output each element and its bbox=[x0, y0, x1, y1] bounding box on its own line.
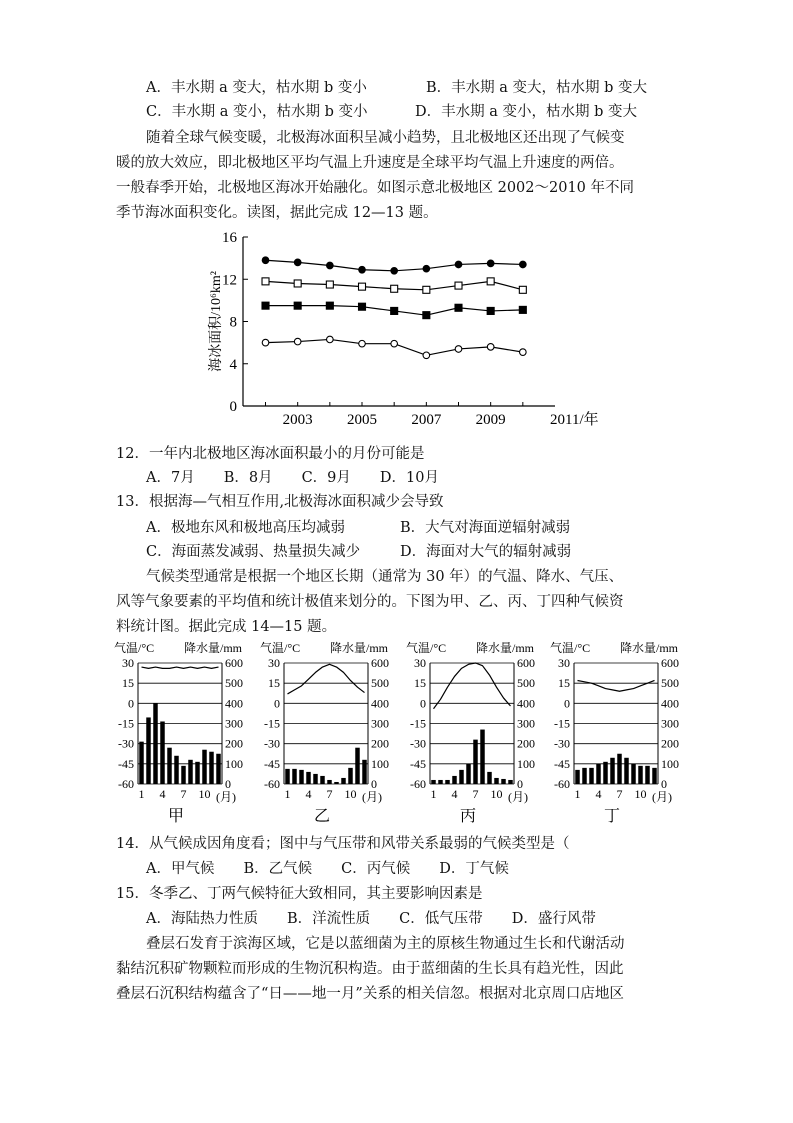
precip-axis-title: 降水量/mm bbox=[184, 641, 243, 655]
temperature-curve bbox=[142, 667, 219, 668]
precip-bar bbox=[334, 782, 338, 784]
series-3-point bbox=[391, 307, 398, 314]
temp-tick-label: 30 bbox=[122, 656, 134, 670]
precip-tick-label: 400 bbox=[517, 696, 535, 711]
temp-tick-label: 0 bbox=[564, 696, 570, 711]
temp-axis-title: 气温/°C bbox=[260, 641, 301, 655]
series-1-point bbox=[359, 266, 366, 273]
precip-bar bbox=[452, 776, 456, 784]
q13-stem: 13．根据海—气相互作用,北极海冰面积减少会导致 bbox=[116, 494, 444, 510]
intro-16-line2: 黏结沉积矿物颗粒而形成的生物沉积构造。由于蓝细菌的生长具有趋光性，因此 bbox=[116, 961, 624, 977]
precip-tick-label: 500 bbox=[661, 676, 679, 691]
q13-option-a: A．极地东风和极地高压均减弱 bbox=[146, 520, 345, 536]
x-tick-label: 2007 bbox=[411, 412, 442, 428]
month-tick-label: 4 bbox=[159, 787, 166, 801]
precip-bar bbox=[473, 740, 477, 784]
month-tick-label: 1 bbox=[430, 787, 437, 801]
precip-tick-label: 100 bbox=[371, 756, 389, 771]
temp-tick-label: 30 bbox=[558, 656, 570, 670]
precip-tick-label: 100 bbox=[517, 756, 535, 771]
precip-bar bbox=[195, 762, 199, 784]
series-3-point bbox=[359, 303, 366, 310]
series-2-point bbox=[262, 278, 269, 285]
month-axis-label: (月) bbox=[216, 790, 236, 804]
temp-tick-label: 0 bbox=[274, 696, 280, 711]
chart-name: 丁 bbox=[603, 808, 621, 825]
month-tick-label: 10 bbox=[198, 787, 211, 801]
series-2-point bbox=[359, 283, 366, 290]
intro-16-line3: 叠层石沉积结构蕴含了“日——地一月”关系的相关信忽。根据对北京周口店地区 bbox=[116, 986, 624, 1002]
precip-bar bbox=[209, 752, 213, 784]
series-4-point bbox=[327, 336, 334, 343]
series-2-point bbox=[294, 280, 301, 287]
precip-bar bbox=[292, 769, 296, 784]
series-4-point bbox=[391, 340, 398, 347]
precip-bar bbox=[160, 721, 164, 784]
precip-bar bbox=[216, 754, 220, 784]
month-tick-label: 10 bbox=[344, 787, 357, 801]
precip-tick-label: 500 bbox=[225, 676, 243, 691]
precip-bar bbox=[174, 756, 178, 784]
series-2-point bbox=[391, 285, 398, 292]
precip-bar bbox=[341, 778, 345, 784]
precip-tick-label: 200 bbox=[371, 736, 389, 751]
precip-bar bbox=[582, 768, 586, 784]
precip-bar bbox=[603, 762, 607, 784]
temp-axis-title: 气温/°C bbox=[406, 641, 447, 655]
temp-tick-label: -45 bbox=[118, 756, 134, 771]
precip-bar bbox=[575, 770, 579, 784]
month-tick-label: 4 bbox=[305, 787, 312, 801]
precip-tick-label: 600 bbox=[517, 656, 535, 670]
temp-tick-label: -60 bbox=[264, 777, 280, 791]
temp-tick-label: -45 bbox=[410, 756, 426, 771]
q15-options: A．海陆热力性质 B．洋流性质 C．低气压带 D．盛行风带 bbox=[146, 911, 596, 927]
precip-tick-label: 600 bbox=[661, 656, 679, 670]
precip-tick-label: 0 bbox=[517, 777, 523, 791]
intro-14-15-line3: 料统计图。据此完成 14—15 题。 bbox=[116, 619, 337, 635]
precip-bar bbox=[320, 776, 324, 784]
month-axis-label: (月) bbox=[508, 790, 528, 804]
q11-option-d: D．丰水期 a 变小，枯水期 b 变大 bbox=[415, 104, 637, 120]
x-tick-label: 2009 bbox=[475, 412, 506, 428]
y-axis-label: 海冰面积/10⁶km² bbox=[209, 271, 224, 372]
precip-bar bbox=[139, 742, 143, 784]
temp-tick-label: -45 bbox=[554, 756, 570, 771]
precip-bar bbox=[146, 717, 150, 784]
month-tick-label: 4 bbox=[451, 787, 458, 801]
series-4-point bbox=[520, 349, 527, 356]
q14-stem: 14．从气候成因角度看；图中与气压带和风带关系最弱的气候类型是（ bbox=[116, 836, 570, 852]
series-1-point bbox=[487, 260, 494, 267]
temp-axis-title: 气温/°C bbox=[550, 641, 591, 655]
temp-tick-label: -15 bbox=[554, 716, 570, 731]
precip-bar bbox=[306, 772, 310, 784]
precip-bar bbox=[438, 780, 442, 784]
temp-tick-label: 15 bbox=[558, 676, 570, 691]
temp-tick-label: -15 bbox=[410, 716, 426, 731]
series-3-point bbox=[519, 306, 526, 313]
temp-tick-label: -30 bbox=[554, 736, 570, 751]
precip-bar bbox=[638, 766, 642, 784]
precip-axis-title: 降水量/mm bbox=[330, 641, 389, 655]
temp-tick-label: 15 bbox=[414, 676, 426, 691]
temp-tick-label: 15 bbox=[268, 676, 280, 691]
precip-bar bbox=[285, 769, 289, 784]
precip-tick-label: 200 bbox=[225, 736, 243, 751]
precip-bar bbox=[610, 758, 614, 784]
precip-bar bbox=[459, 770, 463, 784]
precip-bar bbox=[202, 750, 206, 784]
x-axis-label: 2011/年 bbox=[550, 412, 599, 428]
temperature-curve bbox=[578, 680, 655, 691]
precip-tick-label: 0 bbox=[371, 777, 377, 791]
temp-tick-label: -15 bbox=[118, 716, 134, 731]
precip-bar bbox=[645, 766, 649, 784]
precip-bar bbox=[188, 760, 192, 784]
precip-tick-label: 400 bbox=[225, 696, 243, 711]
precip-tick-label: 300 bbox=[661, 716, 679, 731]
intro-12-13-line2: 暖的放大效应，即北极地区平均气温上升速度是全球平均气温上升速度的两倍。 bbox=[116, 155, 624, 171]
precip-bar bbox=[589, 768, 593, 784]
temp-tick-label: -60 bbox=[118, 777, 134, 791]
precip-tick-label: 100 bbox=[661, 756, 679, 771]
temp-tick-label: 30 bbox=[268, 656, 280, 670]
month-tick-label: 4 bbox=[595, 787, 602, 801]
x-tick-label: 2003 bbox=[282, 412, 313, 428]
temp-axis-title: 气温/°C bbox=[114, 641, 155, 655]
precip-bar bbox=[624, 758, 628, 784]
q14-options: A．甲气候 B．乙气候 C．丙气候 D．丁气候 bbox=[146, 861, 509, 877]
precip-tick-label: 500 bbox=[371, 676, 389, 691]
series-4-point bbox=[294, 338, 301, 345]
temperature-curve bbox=[288, 664, 365, 694]
q11-option-a: A．丰水期 a 变大，枯水期 b 变小 bbox=[146, 80, 367, 96]
month-tick-label: 10 bbox=[490, 787, 503, 801]
precip-tick-label: 0 bbox=[225, 777, 231, 791]
series-3-point bbox=[262, 302, 269, 309]
precip-tick-label: 300 bbox=[371, 716, 389, 731]
precip-axis-title: 降水量/mm bbox=[476, 641, 535, 655]
precip-bar bbox=[327, 780, 331, 784]
temp-tick-label: 0 bbox=[420, 696, 426, 711]
month-tick-label: 7 bbox=[326, 787, 333, 801]
series-1-point bbox=[294, 259, 301, 266]
series-4-point bbox=[423, 352, 430, 359]
month-tick-label: 7 bbox=[616, 787, 623, 801]
series-4-point bbox=[455, 346, 462, 353]
q13-option-d: D．海面对大气的辐射减弱 bbox=[400, 544, 572, 560]
sea-ice-line-chart bbox=[200, 226, 600, 436]
precip-tick-label: 200 bbox=[661, 736, 679, 751]
precip-tick-label: 200 bbox=[517, 736, 535, 751]
precip-tick-label: 100 bbox=[225, 756, 243, 771]
precip-bar bbox=[480, 730, 484, 784]
precip-bar bbox=[596, 764, 600, 784]
month-axis-label: (月) bbox=[362, 790, 382, 804]
series-4-point bbox=[487, 344, 494, 351]
temp-tick-label: -30 bbox=[118, 736, 134, 751]
precip-tick-label: 400 bbox=[371, 696, 389, 711]
q12-options: A．7月 B．8月 C．9月 D．10月 bbox=[146, 470, 439, 486]
month-tick-label: 1 bbox=[574, 787, 581, 801]
series-3-point bbox=[487, 307, 494, 314]
precip-bar bbox=[355, 748, 359, 784]
temperature-curve bbox=[434, 663, 511, 709]
precip-bar bbox=[299, 770, 303, 784]
chart-name: 丙 bbox=[459, 808, 477, 825]
precip-tick-label: 300 bbox=[517, 716, 535, 731]
month-tick-label: 7 bbox=[180, 787, 187, 801]
precip-bar bbox=[313, 774, 317, 784]
series-3-point bbox=[294, 302, 301, 309]
month-tick-label: 10 bbox=[634, 787, 647, 801]
intro-14-15-line2: 风等气象要素的平均值和统计极值来划分的。下图为甲、乙、丙、丁四种气候资 bbox=[116, 594, 624, 610]
x-tick-label: 2005 bbox=[347, 412, 378, 428]
precip-tick-label: 400 bbox=[661, 696, 679, 711]
temp-tick-label: -60 bbox=[410, 777, 426, 791]
series-1-point bbox=[327, 262, 334, 269]
precip-bar bbox=[362, 760, 366, 784]
y-tick-label: 0 bbox=[229, 399, 237, 415]
y-tick-label: 4 bbox=[229, 356, 237, 373]
temp-tick-label: 15 bbox=[122, 676, 134, 691]
q12-stem: 12．一年内北极地区海冰面积最小的月份可能是 bbox=[116, 446, 425, 462]
series-1-point bbox=[455, 261, 462, 268]
series-1-point bbox=[520, 261, 527, 268]
series-2-point bbox=[487, 278, 494, 285]
precip-tick-label: 600 bbox=[371, 656, 389, 670]
series-3-point bbox=[455, 304, 462, 311]
precip-bar bbox=[501, 779, 505, 784]
precip-bar bbox=[508, 780, 512, 784]
series-2-point bbox=[519, 286, 526, 293]
chart-name: 乙 bbox=[313, 808, 331, 825]
intro-12-13-line3: 一般春季开始，北极地区海冰开始融化。如图示意北极地区 2002～2010 年不同 bbox=[116, 180, 635, 196]
series-4-point bbox=[359, 340, 366, 347]
series-1-point bbox=[262, 257, 269, 264]
temp-tick-label: -45 bbox=[264, 756, 280, 771]
intro-12-13-line1: 随着全球气候变暖，北极海冰面积呈减小趋势，且北极地区还出现了气候变 bbox=[146, 130, 625, 146]
precip-tick-label: 0 bbox=[661, 777, 667, 791]
precip-bar bbox=[153, 703, 157, 784]
q15-stem: 15．冬季乙、丁两气候特征大致相同，其主要影响因素是 bbox=[116, 886, 483, 902]
precip-bar bbox=[167, 748, 171, 784]
series-1-point bbox=[391, 268, 398, 275]
series-3-point bbox=[423, 312, 430, 319]
q13-option-b: B．大气对海面逆辐射减弱 bbox=[400, 520, 571, 536]
series-3-point bbox=[326, 302, 333, 309]
climate-chart-丁 bbox=[550, 640, 679, 825]
precip-bar bbox=[494, 778, 498, 784]
precip-bar bbox=[431, 780, 435, 784]
climate-chart-甲 bbox=[114, 640, 243, 825]
series-2-point bbox=[326, 281, 333, 288]
precip-tick-label: 600 bbox=[225, 656, 243, 670]
intro-16-line1: 叠层石发育于滨海区域，它是以蓝细菌为主的原核生物通过生长和代谢活动 bbox=[146, 936, 625, 952]
month-tick-label: 1 bbox=[138, 787, 145, 801]
precip-bar bbox=[181, 766, 185, 784]
chart-name: 甲 bbox=[167, 808, 185, 825]
month-axis-label: (月) bbox=[652, 790, 672, 804]
temp-tick-label: -60 bbox=[554, 777, 570, 791]
temp-tick-label: 30 bbox=[414, 656, 426, 670]
y-tick-label: 16 bbox=[222, 230, 237, 246]
climate-chart-乙 bbox=[260, 640, 389, 825]
precip-axis-title: 降水量/mm bbox=[620, 641, 679, 655]
q11-option-b: B．丰水期 a 变大，枯水期 b 变大 bbox=[426, 80, 648, 96]
series-2-point bbox=[423, 286, 430, 293]
intro-14-15-line1: 气候类型通常是根据一个地区长期（通常为 30 年）的气温、降水、气压、 bbox=[146, 569, 624, 585]
series-2-point bbox=[455, 282, 462, 289]
precip-bar bbox=[466, 764, 470, 784]
temp-tick-label: -30 bbox=[264, 736, 280, 751]
precip-bar bbox=[348, 768, 352, 784]
climate-charts bbox=[112, 637, 682, 825]
y-tick-label: 8 bbox=[229, 314, 237, 331]
precip-bar bbox=[652, 768, 656, 784]
temp-tick-label: -30 bbox=[410, 736, 426, 751]
temp-tick-label: -15 bbox=[264, 716, 280, 731]
precip-bar bbox=[445, 780, 449, 784]
series-4-point bbox=[262, 339, 269, 346]
q11-option-c: C．丰水期 a 变小，枯水期 b 变小 bbox=[146, 104, 368, 120]
precip-bar bbox=[617, 754, 621, 784]
precip-bar bbox=[487, 772, 491, 784]
month-tick-label: 7 bbox=[472, 787, 479, 801]
series-1-point bbox=[423, 265, 430, 272]
y-tick-label: 12 bbox=[222, 272, 237, 289]
climate-chart-丙 bbox=[406, 640, 535, 825]
precip-tick-label: 300 bbox=[225, 716, 243, 731]
temp-tick-label: 0 bbox=[128, 696, 134, 711]
q13-option-c: C．海面蒸发减弱、热量损失减少 bbox=[146, 544, 361, 560]
month-tick-label: 1 bbox=[284, 787, 291, 801]
precip-bar bbox=[631, 764, 635, 784]
intro-12-13-line4: 季节海冰面积变化。读图，据此完成 12—13 题。 bbox=[116, 205, 438, 221]
precip-tick-label: 500 bbox=[517, 676, 535, 691]
